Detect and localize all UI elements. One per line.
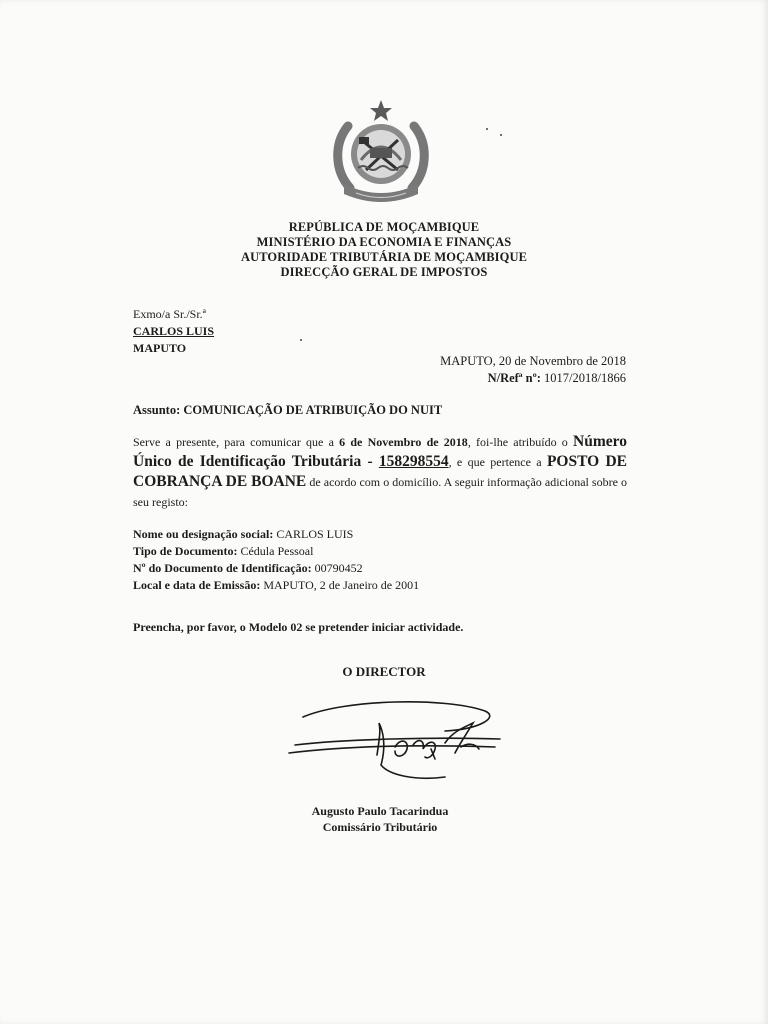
- body-part3: , e que pertence a: [448, 455, 547, 469]
- body-paragraph: [133, 432, 627, 512]
- detail-value: MAPUTO, 2 de Janeiro de 2001: [263, 578, 420, 592]
- header-line-authority: AUTORIDADE TRIBUTÁRIA DE MOÇAMBIQUE: [240, 250, 528, 264]
- detail-label: Nº do Documento de Identificação:: [133, 561, 312, 575]
- recipient-name: CARLOS LUIS: [133, 324, 215, 338]
- reference-number: 1017/2018/1866: [544, 371, 626, 385]
- detail-label: Nome ou designação social:: [133, 527, 274, 541]
- body-part4: de acordo com o domicílio. A seguir informação adicional sobre o seu registo:: [133, 475, 627, 509]
- director-title: O DIRECTOR: [342, 664, 426, 679]
- detail-value: Cédula Pessoal: [240, 544, 314, 558]
- detail-row: [133, 560, 419, 577]
- detail-value: 00790452: [314, 561, 363, 575]
- model-request: Preencha, por favor, o Modelo 02 se pretender iniciar actividade.: [133, 620, 464, 634]
- detail-row: [133, 526, 419, 543]
- subject-label: Assunto:: [133, 403, 181, 417]
- print-speck: [300, 339, 302, 341]
- body-part2: , foi-lhe atribuído o: [467, 435, 574, 449]
- subject-text: COMUNICAÇÃO DE ATRIBUIÇÃO DO NUIT: [183, 403, 443, 417]
- institution-header: [200, 220, 568, 280]
- detail-row: [133, 543, 419, 560]
- signer-name: Augusto Paulo Tacarindua: [311, 804, 449, 818]
- print-speck: [500, 134, 502, 136]
- reference-label: N/Refª nº:: [487, 371, 541, 385]
- signer-role: Comissário Tributário: [322, 820, 438, 834]
- tax-office: POSTO DE COBRANÇA DE BOANE: [133, 453, 627, 490]
- detail-row: [133, 577, 419, 594]
- attribution-date: 6 de Novembro de 2018: [339, 435, 468, 449]
- nuit-term: Número Único de Identificação Tributária -: [133, 433, 627, 470]
- recipient-city: MAPUTO: [133, 341, 187, 355]
- header-line-directorate: DIRECÇÃO GERAL DE IMPOSTOS: [280, 265, 488, 279]
- detail-label: Local e data de Emissão:: [133, 578, 261, 592]
- header-line-ministry: MINISTÉRIO DA ECONOMIA E FINANÇAS: [256, 235, 512, 249]
- date-reference-block: [440, 353, 626, 387]
- print-speck: [486, 128, 488, 130]
- signer-block: [0, 803, 760, 835]
- nuit-number: 158298554: [378, 453, 449, 470]
- detail-value: CARLOS LUIS: [276, 527, 354, 541]
- national-emblem-icon: [326, 98, 436, 210]
- handwritten-signature: [285, 695, 515, 790]
- place-date: MAPUTO, 20 de Novembro de 2018: [440, 354, 626, 368]
- reference-line: [440, 370, 626, 387]
- salutation: Exmo/a Sr./Sr.ª: [133, 307, 206, 321]
- detail-label: Tipo de Documento:: [133, 544, 238, 558]
- recipient-block: [133, 306, 214, 357]
- header-line-republic: REPÚBLICA DE MOÇAMBIQUE: [288, 220, 480, 234]
- body-part1: Serve a presente, para comunicar que a: [133, 435, 340, 449]
- subject-line: [133, 403, 442, 418]
- registration-details: [133, 526, 419, 594]
